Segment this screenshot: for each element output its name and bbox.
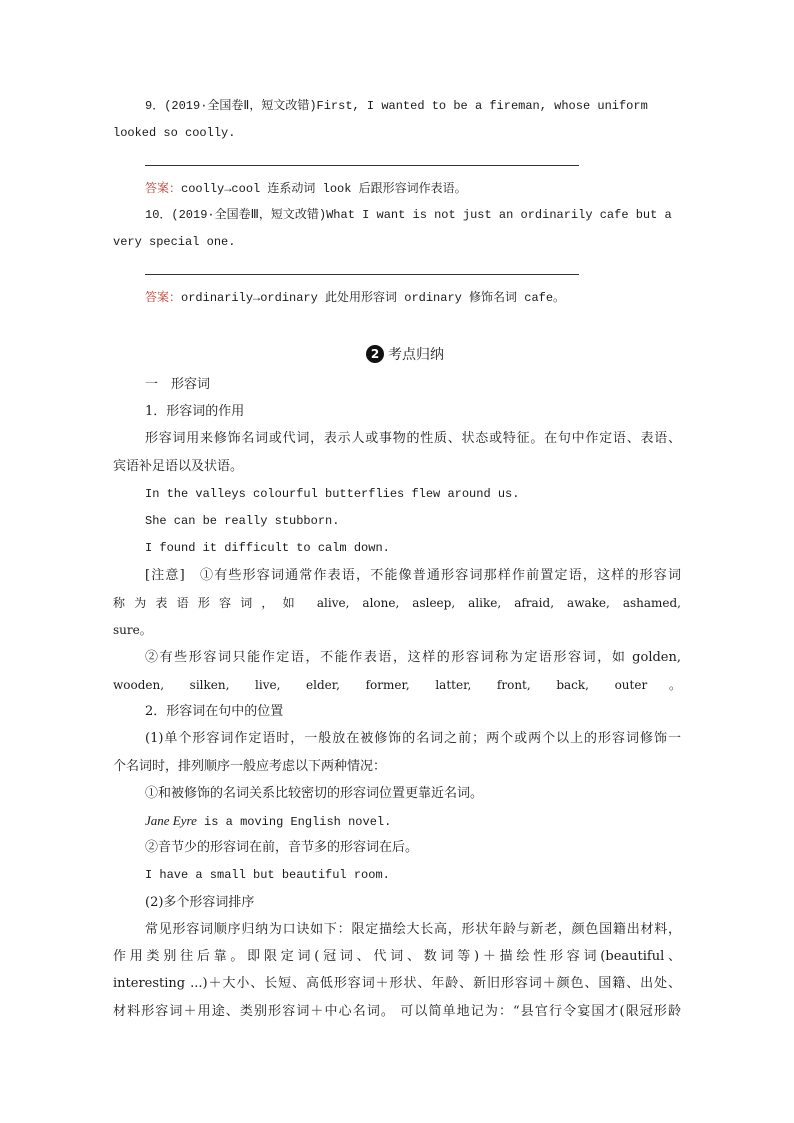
subheading-position: 2．形容词在句中的位置 bbox=[145, 704, 284, 719]
heading-adjectives: 一 形容词 bbox=[145, 377, 211, 392]
subheading-ordering: (2)多个形容词排序 bbox=[145, 895, 255, 910]
example-4-rest: is a moving English novel. bbox=[196, 815, 392, 829]
q10-answer-label: 答案： bbox=[145, 290, 182, 304]
q9-answer-blank bbox=[145, 165, 579, 166]
section-number-badge: 2 bbox=[366, 345, 384, 363]
q9-answer-label: 答案： bbox=[145, 181, 182, 195]
subheading-function: 1．形容词的作用 bbox=[145, 404, 245, 419]
q10-answer-text: ordinarily→ordinary 此处用形容词 ordinary 修饰名词 cafe。 bbox=[181, 291, 566, 305]
example-5: I have a small but beautiful room. bbox=[145, 868, 390, 882]
paragraph-1-line-2: 宾语补足语以及状语。 bbox=[113, 459, 244, 474]
note-1-line-2: 称为表语形容词，如 alive, alone, asleep, alike, afraid, awake, ashamed, bbox=[113, 596, 681, 610]
section-title: 考点归纳 bbox=[388, 347, 444, 363]
q10-line-2: very special one. bbox=[113, 235, 236, 249]
q10-answer-blank bbox=[145, 274, 579, 275]
example-2: She can be really stubborn. bbox=[145, 514, 340, 528]
q9-line-2: looked so coolly. bbox=[113, 126, 236, 140]
rule-1: ①和被修饰的名词关系比较密切的形容词位置更靠近名词。 bbox=[145, 786, 484, 801]
paragraph-2-line-2: 个名词时，排列顺序一般应考虑以下两种情况： bbox=[113, 759, 387, 774]
example-1: In the valleys colourful butterflies flew around us. bbox=[145, 487, 520, 501]
paragraph-3-line-3: interesting ...)＋大小、长短、高低形容词＋形状、年龄、新旧形容词＋颜色、国籍、出处、 bbox=[113, 976, 681, 991]
example-4 bbox=[145, 811, 681, 832]
note-2-line-1: ②有些形容词只能作定语，不能作表语，这样的形容词称为定语形容词，如 golden, bbox=[145, 650, 681, 665]
paragraph-1-line-1: 形容词用来修饰名词或代词，表示人或事物的性质、状态或特征。在句中作定语、表语、 bbox=[145, 431, 681, 446]
paragraph-3-line-2: 作用类别往后靠。即限定词(冠词、代词、数词等)＋描绘性形容词(beautiful、 bbox=[113, 949, 681, 964]
example-4-title: Jane Eyre bbox=[145, 813, 197, 828]
q10-line-1: 10．(2019·全国卷Ⅲ，短文改错)What I want is not just an ordinarily cafe but a bbox=[145, 208, 672, 222]
paragraph-2-line-1: (1)单个形容词作定语时，一般放在被修饰的名词之前；两个或两个以上的形容词修饰一 bbox=[145, 731, 681, 746]
paragraph-3-line-1: 常见形容词顺序归纳为口诀如下：限定描绘大长高，形状年龄与新老，颜色国籍出材料， bbox=[145, 922, 681, 937]
paragraph-3-line-4: 材料形容词＋用途、类别形容词＋中心名词。 可以简单地记为：“县官行令宴国才(限冠形龄 bbox=[113, 1004, 681, 1019]
q9-answer bbox=[145, 178, 681, 199]
note-1-line-1: [注意] ①有些形容词通常作表语，不能像普通形容词那样作前置定语，这样的形容词 bbox=[145, 568, 681, 583]
note-2-line-2: wooden, silken, live, elder, former, latter, front, back, outer。 bbox=[113, 678, 681, 692]
note-1-line-3: sure。 bbox=[113, 623, 152, 637]
q9-line-1: 9．(2019·全国卷Ⅱ，短文改错)First, I wanted to be a fireman, whose uniform bbox=[145, 99, 648, 113]
rule-2: ②音节少的形容词在前，音节多的形容词在后。 bbox=[145, 840, 419, 855]
q10-answer bbox=[145, 287, 681, 308]
section-heading bbox=[366, 342, 444, 366]
q9-answer-text: coolly→cool 连系动词 look 后跟形容词作表语。 bbox=[181, 182, 467, 196]
example-3: I found it difficult to calm down. bbox=[145, 541, 390, 555]
